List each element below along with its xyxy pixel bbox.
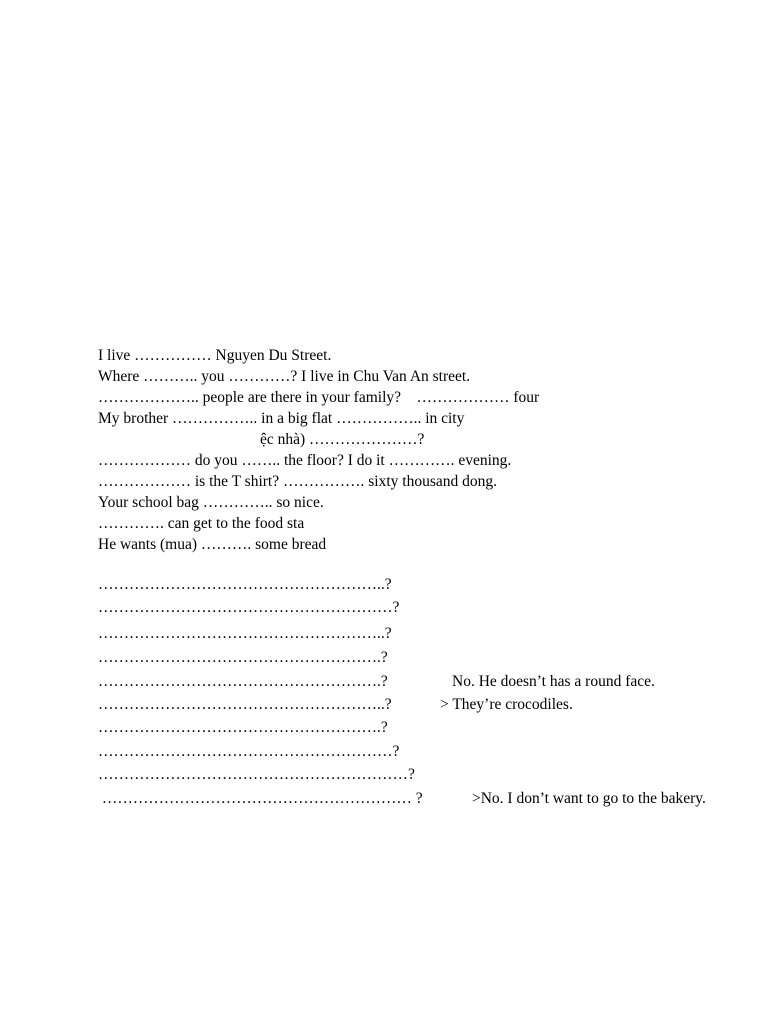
question-blank-6: ………………………………………………..? xyxy=(98,696,392,713)
exercise-line-9: …………. can get to the food sta xyxy=(98,515,305,532)
exercise-line-5: ệc nhà) …………………? xyxy=(260,431,425,448)
exercise-line-2: Where ……….. you …………? I live in Chu Van An street. xyxy=(98,368,471,385)
question-blank-4: ……………………………………………….? xyxy=(98,649,388,666)
exercise-line-10: He wants (mua) ………. some bread xyxy=(98,536,327,553)
answer-10: >No. I don’t want to go to the bakery. xyxy=(472,790,706,807)
question-blank-2: …………………………………………………? xyxy=(98,599,400,616)
question-blank-3: ………………………………………………..? xyxy=(98,625,392,642)
exercise-line-4: My brother …………….. in a big flat …………….. in city xyxy=(98,410,465,427)
question-blank-7: ……………………………………………….? xyxy=(98,719,388,736)
question-blank-8: …………………………………………………? xyxy=(98,743,400,760)
exercise-line-1: I live …………… Nguyen Du Street. xyxy=(98,347,332,364)
exercise-line-6: ……………… do you …….. the floor? I do it …………. evening. xyxy=(98,452,512,469)
answer-6: > They’re crocodiles. xyxy=(440,696,573,713)
question-blank-5: ……………………………………………….? xyxy=(98,673,388,690)
exercise-line-7: ……………… is the T shirt? ……………. sixty thousand dong. xyxy=(98,473,497,490)
exercise-line-8: Your school bag ………….. so nice. xyxy=(98,494,324,511)
answer-5: No. He doesn’t has a round face. xyxy=(452,673,655,690)
question-blank-10: …………………………………………………… ? xyxy=(98,790,423,807)
exercise-line-3: ……………….. people are there in your family? ……………… four xyxy=(98,389,540,406)
question-blank-1: ………………………………………………..? xyxy=(98,576,392,593)
question-blank-9: ……………………………………………………? xyxy=(98,766,415,783)
